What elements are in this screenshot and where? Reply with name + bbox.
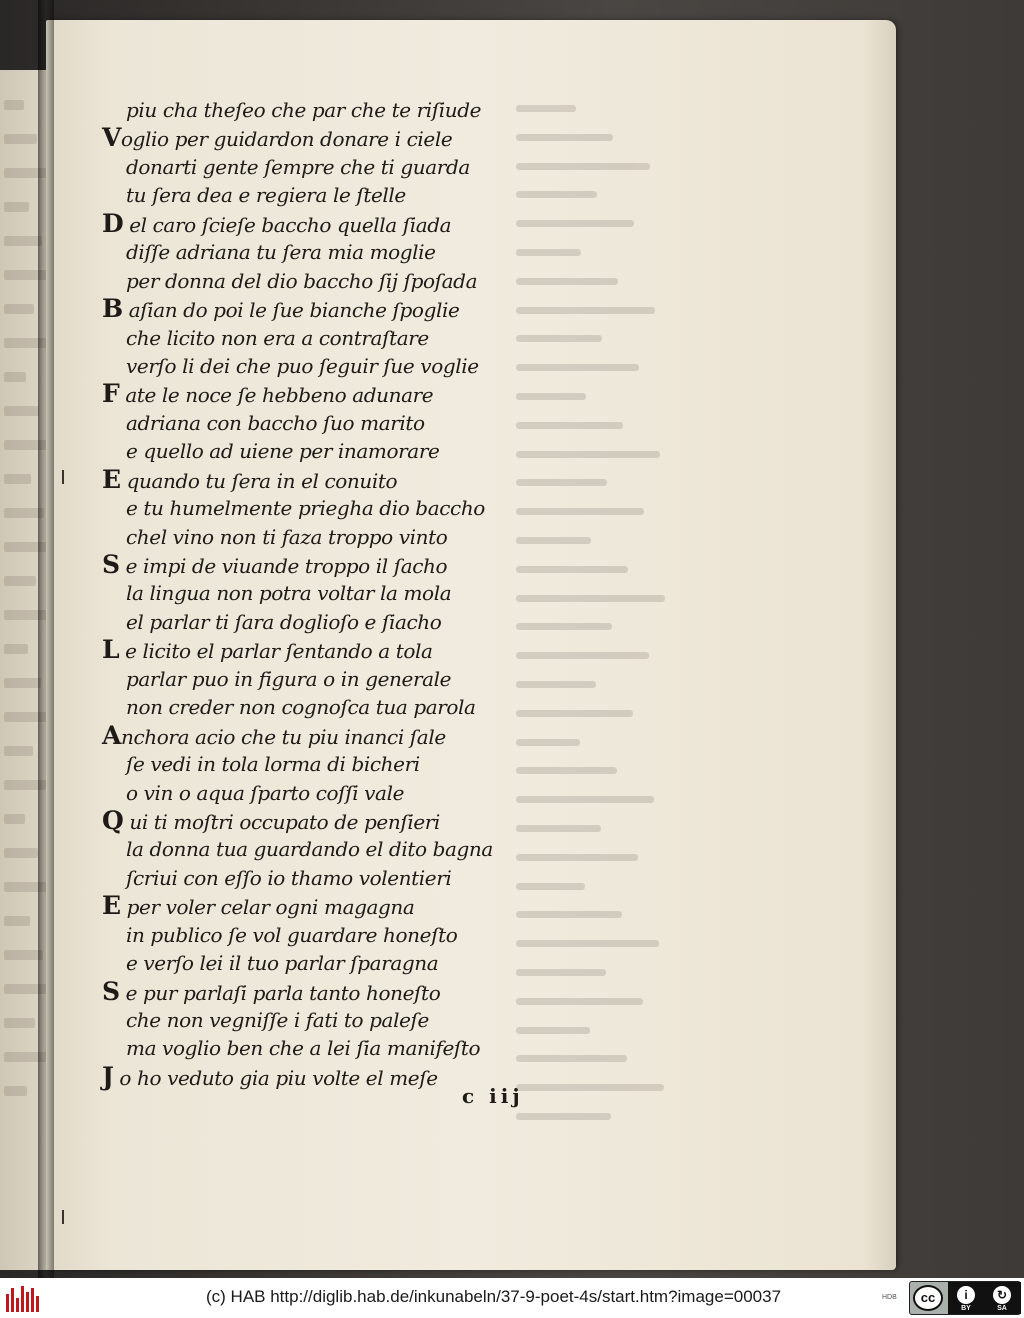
facing-page-text-ghost [4,678,41,688]
verse-line: tu ſera dea e regiera le ſtelle [126,183,406,208]
verse-line: in publico ſe vol guardare honeſto [126,922,458,947]
verse-line: verſo li dei che puo ſeguir ſue voglie [126,353,479,378]
verse-line: parlar puo in figura o in generale [126,666,452,691]
verse-line: e tu humelmente priegha dio baccho [126,496,485,521]
verse-line: che licito non era a contraſtare [126,325,429,350]
verse-line: F ate le noce ſe hebbeno adunare [102,379,434,409]
verse-line: el parlar ti ſara doglioſo e ſiacho [126,609,442,634]
facing-page-text-ghost [4,814,25,824]
verse-line: donarti gente ſempre che ti guarda [126,154,470,179]
verse-line: B aſian do poi le ſue bianche ſpoglie [102,294,460,324]
cc-icon: cc [913,1285,943,1311]
verse-line: diſſe adriana tu ſera mia moglie [126,240,436,265]
verse-line: ma voglio ben che a lei ſia manifeſto [126,1036,481,1061]
verse-line: E per voler celar ogni magagna [102,891,415,921]
verse-line: D el caro ſcieſe baccho quella ſiada [102,208,452,238]
facing-page-text-ghost [4,474,31,484]
facing-page-text-ghost [4,406,39,416]
facing-page-text-ghost [4,576,36,586]
margin-mark [62,470,70,484]
facing-page-text-ghost [4,100,24,110]
verse-line: la lingua non potra voltar la mola [126,581,452,606]
margin-mark [62,1210,70,1224]
verse-line: S e impi de viuande troppo il ſacho [102,550,448,579]
facing-page-text-ghost [4,848,38,858]
facing-page-text-ghost [4,916,30,926]
verse-line: e verſo lei il tuo parlar ſparagna [126,951,439,976]
verse-text-block [88,96,558,1091]
verse-line: la donna tua guardando el dito bagna [126,837,493,862]
verse-line: ſcriui con eſſo io thamo volentieri [126,865,452,890]
cc-license-badge[interactable] [909,1281,1021,1315]
verse-line: piu cha theſeo che par che te riſiude [126,98,482,122]
verse-line: S e pur parlaſi parla tanto honeſto [102,976,441,1006]
verse-line: ſe vedi in tola lorma di bicheri [126,752,420,777]
signature-mark: c iij [462,1084,524,1108]
facing-page-text-ghost [4,644,28,654]
small-code-label: HDB [882,1294,897,1301]
verse-line: non creder non cognoſca tua parola [126,695,476,720]
footer-bar [0,1278,1024,1318]
hab-logo-icon[interactable] [6,1284,40,1312]
facing-page-text-ghost [4,236,42,246]
verse-line: che non vegniſſe i fati to paleſe [126,1008,429,1032]
by-label: BY [961,1305,971,1312]
facing-page-text-ghost [4,134,37,144]
verse-line: Q ui ti moſtri occupato de penſieri [102,805,440,835]
verse-line: o vin o aqua ſparto coſſi vale [126,780,405,805]
show-through-stroke [516,1113,611,1120]
verse-line: E quando tu ſera in el conuito [102,464,398,494]
verse-line: Anchora acio che tu piu inanci ſale [102,720,446,750]
verse-line: Voglio per guidardon donare i ciele [102,123,453,153]
book-spine [38,0,54,1278]
share-alike-icon: ↻ [993,1286,1011,1304]
facing-page-text-ghost [4,1086,27,1096]
facing-page-text-ghost [4,746,33,756]
attribution-icon: i [957,1286,975,1304]
copyright-link[interactable]: (c) HAB http://diglib.hab.de/inkunabeln/37-9-poet-4s/start.htm?image=00037 [206,1287,782,1306]
verse-line: chel vino non ti faza troppo vinto [126,524,448,549]
verse-line: L e licito el parlar ſentando a tola [102,635,433,665]
facing-page-text-ghost [4,304,34,314]
verse-line: J o ho veduto gia piu volte el meſe [102,1061,438,1091]
facing-page-text-ghost [4,372,26,382]
verse-line: adriana con baccho ſuo marito [126,410,425,435]
sa-label: SA [997,1305,1007,1312]
verse-line: e quello ad uiene per inamorare [126,439,440,464]
facing-page-text-ghost [4,202,29,212]
license-panel [948,1282,1021,1314]
facing-page-text-ghost [4,1018,35,1028]
verse-line: per donna del dio baccho ſij ſpoſada [126,268,478,293]
